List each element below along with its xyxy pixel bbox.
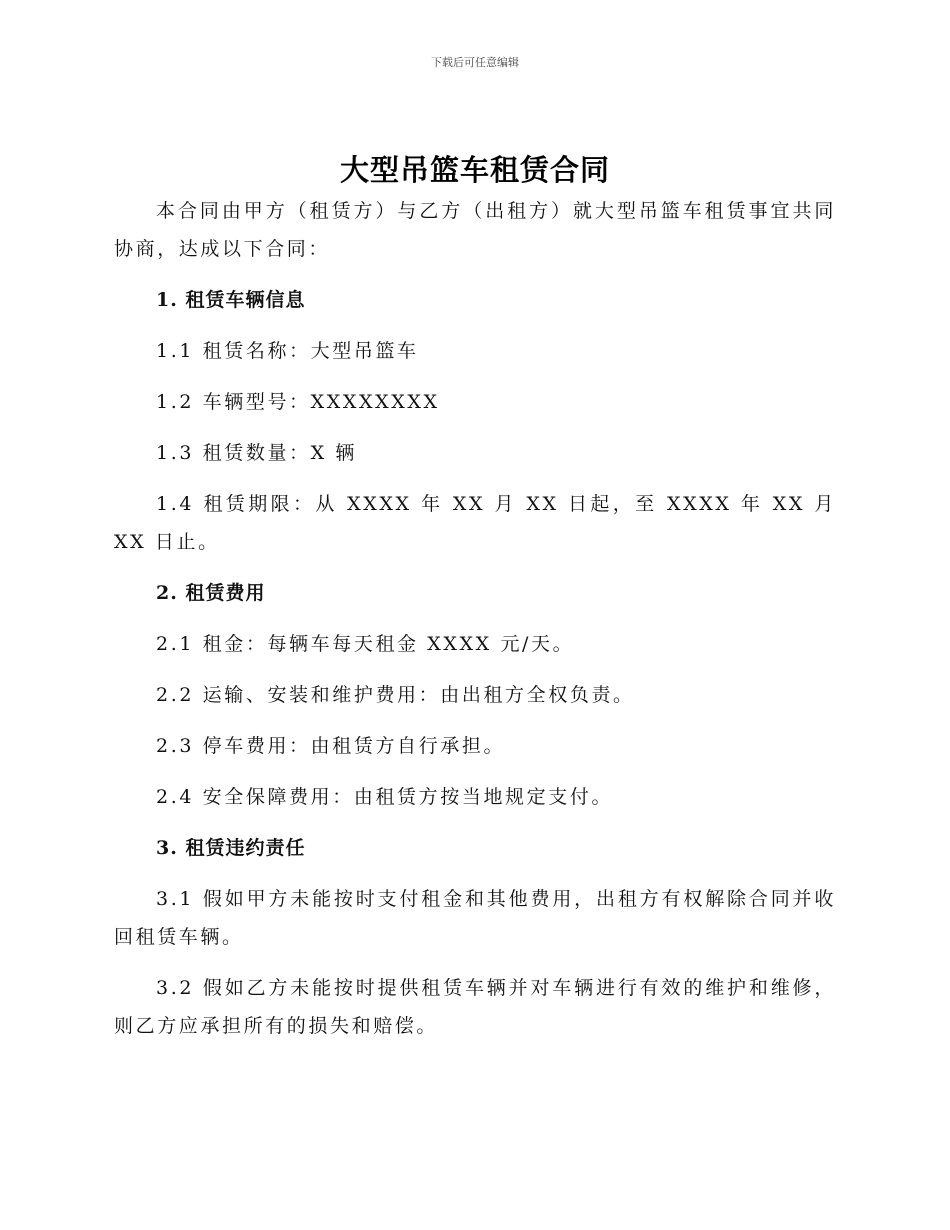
intro-paragraph: 本合同由甲方（租赁方）与乙方（出租方）就大型吊篮车租赁事宜共同协商，达成以下合同：	[114, 200, 836, 260]
clause: 3.2 假如乙方未能按时提供租赁车辆并对车辆进行有效的维护和维修，则乙方应承担所有的损失和赔偿。	[114, 977, 836, 1037]
clause: 1.3 租赁数量：X 辆	[156, 442, 358, 464]
clause: 3.1 假如甲方未能按时支付租金和其他费用，出租方有权解除合同并收回租赁车辆。	[114, 888, 836, 948]
clause: 1.4 租赁期限：从 XXXX 年 XX 月 XX 日起，至 XXXX 年 XX 月 XX 日止。	[114, 493, 836, 553]
clause: 2.2 运输、安装和维护费用：由出租方全权负责。	[156, 684, 635, 706]
header-note: 下载后可任意编辑	[431, 56, 519, 69]
document-body	[114, 192, 836, 1058]
section-1	[114, 281, 836, 561]
document-title: 大型吊篮车租赁合同	[339, 153, 610, 187]
clause: 1.1 租赁名称：大型吊篮车	[156, 340, 419, 362]
clause: 1.2 车辆型号：XXXXXXXX	[156, 391, 440, 413]
clause: 2.1 租金：每辆车每天租金 XXXX 元/天。	[156, 633, 575, 655]
clause: 2.3 停车费用：由租赁方自行承担。	[156, 735, 506, 757]
section-2	[114, 574, 836, 816]
section-heading: 1. 租赁车辆信息	[156, 289, 306, 311]
section-heading: 2. 租赁费用	[156, 582, 266, 604]
clause: 2.4 安全保障费用：由租赁方按当地规定支付。	[156, 786, 614, 808]
section-heading: 3. 租赁违约责任	[156, 837, 306, 859]
section-3	[114, 829, 836, 1045]
